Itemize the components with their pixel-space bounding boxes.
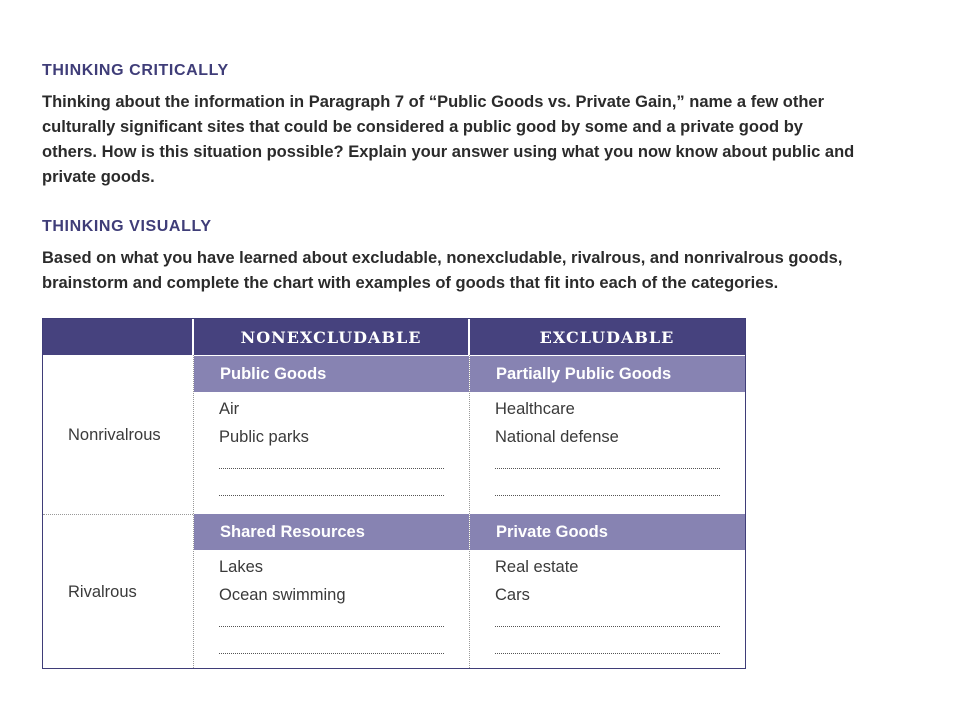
header-divider <box>192 319 194 355</box>
list-item: Ocean swimming <box>219 586 346 604</box>
thinking-visually-heading: THINKING VISUALLY <box>42 218 212 235</box>
answer-blank-line[interactable] <box>495 495 720 496</box>
row-label-nonrivalrous: Nonrivalrous <box>68 426 161 444</box>
thinking-critically-heading: THINKING CRITICALLY <box>42 62 229 79</box>
column-divider <box>193 355 194 668</box>
goods-chart <box>42 318 746 669</box>
list-item: Public parks <box>219 428 309 446</box>
cell-title-partially-public-goods: Partially Public Goods <box>470 356 745 392</box>
answer-blank-line[interactable] <box>219 653 444 654</box>
prompt-line: brainstorm and complete the chart with examples of goods that fit into each of the categories. <box>42 274 779 292</box>
cell-items-public-goods <box>219 395 309 451</box>
list-item: Lakes <box>219 558 264 576</box>
answer-blank-line[interactable] <box>495 653 720 654</box>
thinking-critically-prompt <box>42 90 902 190</box>
prompt-line: Thinking about the information in Paragraph 7 of “Public Goods vs. Private Gain,” name a few other <box>42 93 825 111</box>
header-corner <box>43 319 193 355</box>
cell-title-public-goods: Public Goods <box>194 356 469 392</box>
list-item: Cars <box>495 586 530 604</box>
answer-blank-line[interactable] <box>219 626 444 627</box>
answer-blank-line[interactable] <box>495 626 720 627</box>
answer-blank-line[interactable] <box>495 468 720 469</box>
cell-items-private-goods <box>495 553 578 609</box>
header-excludable: EXCLUDABLE <box>469 319 745 355</box>
row-divider <box>43 514 193 515</box>
prompt-line: culturally significant sites that could be considered a public good by some and a private good by <box>42 118 803 136</box>
list-item: Real estate <box>495 558 579 576</box>
cell-items-partially-public-goods <box>495 395 619 451</box>
list-item: Healthcare <box>495 400 575 418</box>
thinking-visually-prompt <box>42 246 902 296</box>
prompt-line: others. How is this situation possible? Explain your answer using what you now know about public and <box>42 143 855 161</box>
header-divider <box>468 319 470 355</box>
row-label-rivalrous: Rivalrous <box>68 583 137 601</box>
list-item: National defense <box>495 428 619 446</box>
prompt-line: Based on what you have learned about excludable, nonexcludable, rivalrous, and nonrivalrous goods, <box>42 249 843 267</box>
answer-blank-line[interactable] <box>219 468 444 469</box>
cell-title-shared-resources: Shared Resources <box>194 514 469 550</box>
cell-title-private-goods: Private Goods <box>470 514 745 550</box>
answer-blank-line[interactable] <box>219 495 444 496</box>
cell-items-shared-resources <box>219 553 346 609</box>
list-item: Air <box>219 400 240 418</box>
column-divider <box>469 355 470 668</box>
header-nonexcludable: NONEXCLUDABLE <box>193 319 469 355</box>
prompt-line: private goods. <box>42 168 155 186</box>
